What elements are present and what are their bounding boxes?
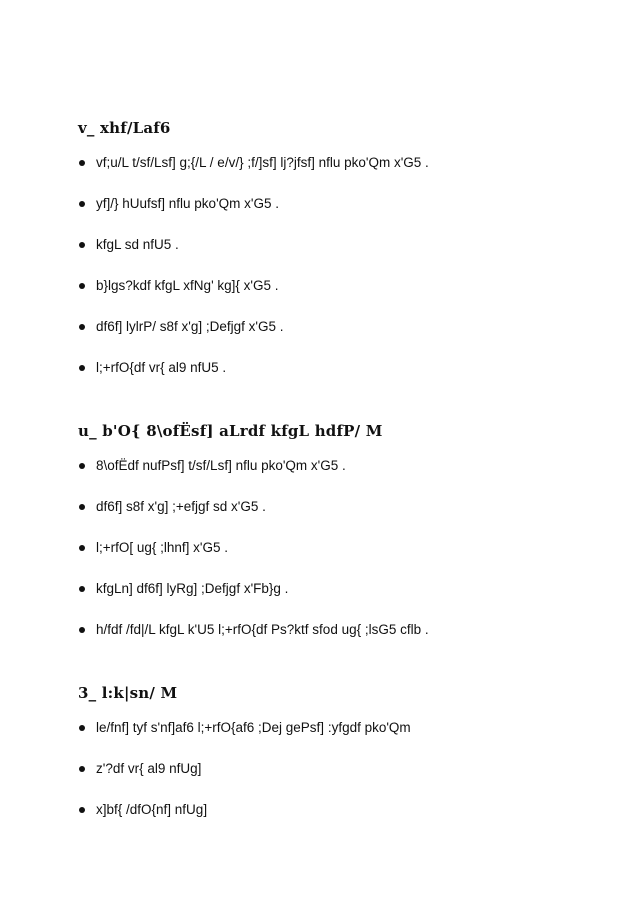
bullet-icon	[79, 766, 85, 772]
bullet-icon	[79, 242, 85, 248]
list-item	[78, 359, 598, 377]
list-item-text: 8\ofËdf nufPsf] t/sf/Lsf] nflu pko'Qm x'G5 .	[96, 458, 346, 473]
section-heading: v_ xhf/Laf6	[78, 119, 171, 137]
section-3	[78, 683, 598, 842]
list-item-text: h/fdf /fd|/L kfgL k'U5 l;+rfO{df Ps?ktf sfod ug{ ;lsG5 cflb .	[96, 622, 429, 637]
list-item-text: b}lgs?kdf kfgL xfNg' kg]{ x'G5 .	[96, 278, 279, 293]
bullet-icon	[79, 725, 85, 731]
list-item	[78, 621, 598, 639]
bullet-icon	[79, 463, 85, 469]
bullet-icon	[79, 586, 85, 592]
list-item-text: l;+rfO[ ug{ ;lhnf] x'G5 .	[96, 540, 229, 555]
section-2	[78, 421, 598, 662]
bullet-icon	[79, 627, 85, 633]
section-heading: u_ b'O{ 8\ofËsf] aLrdf kfgL hdfP/ M	[78, 422, 383, 440]
list-item	[78, 457, 598, 475]
bullet-icon	[79, 545, 85, 551]
bullet-list	[78, 719, 598, 819]
list-item-text: le/fnf] tyf s'nf]af6 l;+rfO{af6 ;Dej gePsf] :yfgdf pko'Qm	[96, 720, 411, 735]
list-item-text: kfgLn] df6f] lyRg] ;Defjgf x'Fb}g .	[96, 581, 289, 596]
bullet-list	[78, 154, 598, 377]
list-item	[78, 539, 598, 557]
list-item-text: df6f] s8f x'g] ;+efjgf sd x'G5 .	[96, 499, 266, 514]
section-1	[78, 118, 598, 400]
list-item-text: yf]/} hUufsf] nflu pko'Qm x'G5 .	[96, 196, 279, 211]
bullet-icon	[79, 201, 85, 207]
bullet-list	[78, 457, 598, 639]
list-item-text: z'?df vr{ al9 nfUg]	[96, 761, 202, 776]
list-item	[78, 277, 598, 295]
bullet-icon	[79, 807, 85, 813]
list-item	[78, 154, 598, 172]
list-item	[78, 498, 598, 516]
list-item	[78, 719, 598, 737]
list-item-text: x]bf{ /dfO{nf] nfUg]	[96, 802, 208, 817]
list-item-text: df6f] lylrP/ s8f x'g] ;Defjgf x'G5 .	[96, 319, 284, 334]
list-item	[78, 580, 598, 598]
list-item	[78, 760, 598, 778]
bullet-icon	[79, 324, 85, 330]
bullet-icon	[79, 160, 85, 166]
list-item	[78, 195, 598, 213]
list-item-text: l;+rfO{df vr{ al9 nfU5 .	[96, 360, 227, 375]
list-item-text: kfgL sd nfU5 .	[96, 237, 179, 252]
list-item	[78, 318, 598, 336]
section-heading: 3_ l:k|sn/ M	[78, 684, 178, 702]
list-item-text: vf;u/L t/sf/Lsf] g;{/L / e/v/} ;f/]sf] lj?jfsf] nflu pko'Qm x'G5 .	[96, 155, 429, 170]
bullet-icon	[79, 365, 85, 371]
list-item	[78, 801, 598, 819]
bullet-icon	[79, 283, 85, 289]
bullet-icon	[79, 504, 85, 510]
list-item	[78, 236, 598, 254]
